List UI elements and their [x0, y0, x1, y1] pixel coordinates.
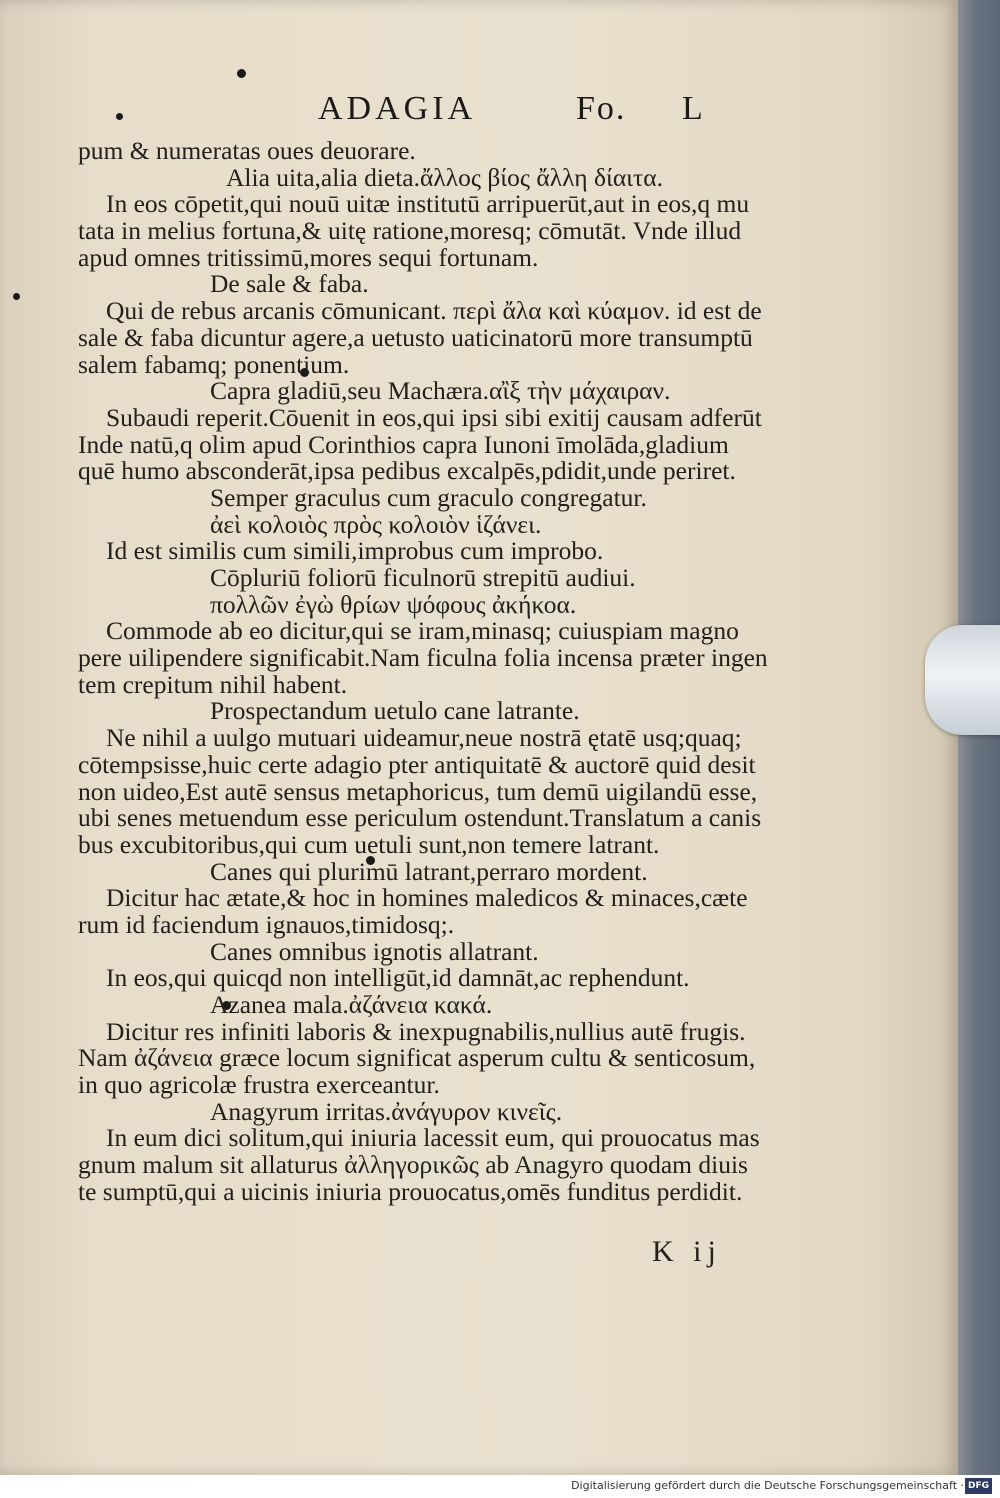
text-line: In eos cōpetit,qui nouū uitæ institutū arripuerūt,aut in eos,q mu — [106, 189, 750, 219]
text-line: Alia uita,alia dieta.ἄλλος βίος ἄλλη δίαιτα. — [226, 162, 664, 192]
text-line: Prospectandum uetulo cane latrante. — [210, 696, 580, 726]
text-line: Capra gladiū,seu Machæra.αἲξ τὴν μάχαιραν. — [210, 376, 671, 406]
text-line: Ne nihil a uulgo mutuari uideamur,neue nostrā ętatē usq;quaq; — [106, 723, 742, 753]
text-line: Commode ab eo dicitur,qui se iram,minasq; cuiuspiam magno — [106, 616, 739, 646]
text-line: Qui de rebus arcanis cōmunicant. περὶ ἄλα καὶ κύαμον. id est de — [106, 296, 762, 326]
text-line: apud omnes tritissimū,mores sequi fortunam. — [78, 242, 539, 272]
page-clip — [925, 625, 1000, 735]
footer-bar — [0, 1475, 1000, 1498]
text-line: bus excubitoribus,qui cum uetuli sunt,non temere latrant. — [78, 829, 660, 859]
text-line: sale & faba dicuntur agere,a uetusto uaticinatorū more transumptū — [78, 322, 753, 352]
text-line: Id est similis cum simili,improbus cum improbo. — [106, 536, 604, 566]
body-text — [78, 138, 788, 1206]
running-header — [0, 90, 958, 140]
text-line: In eum dici solitum,qui iniuria lacessit eum, qui prouocatus mas — [106, 1123, 760, 1153]
text-line: cōtempsisse,huic certe adagio pter antiquitatē & auctorē quid desit — [78, 749, 756, 779]
text-line: ἀεὶ κολοιὸς πρὸς κολοιὸν ἱζάνει. — [210, 509, 542, 539]
signature-mark: K ij — [652, 1235, 722, 1268]
text-line: te sumptū,qui a uicinis iniuria prouocatus,omēs funditus perdidit. — [78, 1176, 743, 1206]
header-title: ADAGIA — [318, 90, 477, 127]
text-line: in quo agricolæ frustra exerceantur. — [78, 1070, 440, 1100]
page-edge — [958, 0, 1000, 1475]
text-line: tem crepitum nihil habent. — [78, 669, 348, 699]
text-line: Inde natū,q olim apud Corinthios capra Iunoni īmolāda,gladium — [78, 429, 729, 459]
text-line: Semper graculus cum graculo congregatur. — [210, 482, 647, 512]
text-line: De sale & faba. — [210, 269, 369, 299]
text-line: Canes omnibus ignotis allatrant. — [210, 936, 539, 966]
text-line: ubi senes metuendum esse periculum ostendunt.Translatum a canis — [78, 803, 762, 833]
text-line: Cōpluriū foliorū ficulnorū strepitū audiui. — [210, 563, 636, 592]
text-line: Azanea mala.ἀζάνεια κακά. — [210, 990, 493, 1019]
ink-dot — [13, 293, 20, 300]
text-line: non uideo,Est autē sensus metaphoricus, tum demū uigilandū esse, — [78, 776, 758, 806]
header-folio-number: L — [682, 90, 705, 127]
text-line: Dicitur hac ætate,& hoc in homines maledicos & minaces,cæte — [106, 883, 748, 913]
dfg-logo: DFG — [965, 1478, 992, 1494]
text-line: Subaudi reperit.Cōuenit in eos,qui ipsi sibi exitij causam adferūt — [106, 402, 762, 432]
text-line: pere uilipendere significabit.Nam ficulna folia incensa præter ingen — [78, 643, 768, 673]
text-line: Anagyrum irritas.ἀνάγυρον κινεῖς. — [210, 1096, 563, 1126]
text-line: gnum malum sit allaturus ἀλληγορικῶς ab Anagyro quodam diuis — [78, 1150, 748, 1180]
text-line: tata in melius fortuna,& uitę ratione,moresq; cōmutāt. Vnde illud — [78, 216, 742, 246]
text-line: quē humo absconderāt,ipsa pedibus excalpēs,pdidit,unde periret. — [78, 456, 736, 486]
text-line: pum & numeratas oues deuorare. — [78, 136, 416, 165]
text-line: salem fabamq; ponentium. — [78, 349, 350, 379]
text-line: πολλῶν ἐγὼ θρίων ψόφους ἀκήκοα. — [210, 589, 577, 619]
text-line: Dicitur res infiniti laboris & inexpugnabilis,nullius autē frugis. — [106, 1016, 746, 1046]
text-line: Canes qui plurimū latrant,perraro mordent. — [210, 856, 648, 886]
text-line: In eos,qui quicqd non intelligūt,id damnāt,ac rephendunt. — [106, 963, 690, 993]
header-folio-label: Fo. — [576, 90, 627, 127]
text-line: rum id faciendum ignauos,timidosq;. — [78, 909, 455, 939]
funding-notice: Digitalisierung gefördert durch die Deutsche Forschungsgemeinschaft · — [571, 1479, 964, 1492]
text-line: Nam ἀζάνεια græce locum significat asperum cultu & senticosum, — [78, 1043, 756, 1073]
ink-dot — [237, 69, 246, 78]
